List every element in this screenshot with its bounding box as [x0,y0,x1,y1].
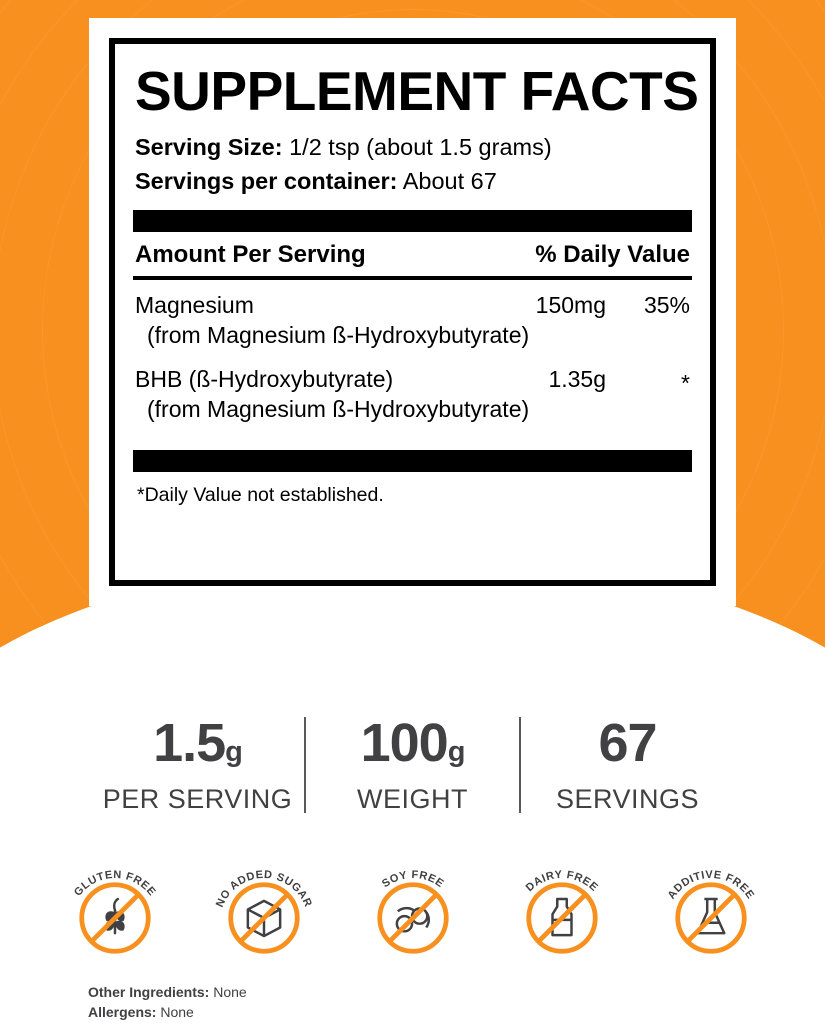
nutrient-daily-value: * [681,370,690,396]
serving-size-value: 1/2 tsp (about 1.5 grams) [289,134,552,160]
allergens-line [88,1002,247,1022]
certification-badges [0,856,825,966]
badge-label: NO ADDED SUGAR [213,868,314,910]
servings-per-container-label: Servings per container: [135,168,398,194]
sugar-cube-icon [226,880,302,956]
badge-additive-free [655,856,767,966]
soybean-icon [375,880,451,956]
other-ingredients-block [88,982,247,1022]
nutrient-name: Magnesium [135,292,254,318]
nutrient-amount: 150mg [535,292,606,318]
other-ingredients-line [88,982,247,1002]
servings-per-container-value: About 67 [402,168,497,194]
badge-dairy-free [506,856,618,966]
badge-label: ADDITIVE FREE [665,868,756,902]
servings-per-container-line [135,166,692,196]
stat-value: 100 [360,713,448,773]
supplement-facts-title: SUPPLEMENT FACTS [135,60,699,122]
badge-label: SOY FREE [379,868,446,891]
flask-icon [673,880,749,956]
stat-weight [306,714,519,815]
nutrient-daily-value: 35% [643,292,690,318]
serving-size-line [135,132,692,162]
stats-row [0,714,825,815]
stat-per-serving [91,714,304,815]
allergens-value: None [160,1004,194,1020]
other-ingredients-value: None [213,984,247,1000]
stat-value: 67 [598,713,657,773]
amount-per-serving-header: Amount Per Serving [135,241,366,268]
stat-number [91,714,304,781]
stat-number [306,714,519,781]
stat-label: SERVINGS [555,784,700,814]
daily-value-header: % Daily Value [535,241,690,268]
stat-label: PER SERVING [102,784,293,814]
nutrient-name: BHB (ß-Hydroxybutyrate) [135,366,394,392]
badge-gluten-free [59,856,171,966]
thick-separator-bottom [133,450,692,472]
stat-unit: g [225,736,242,768]
wheat-icon [77,880,153,956]
badge-label: GLUTEN FREE [71,868,158,899]
stat-number [521,714,734,781]
nutrient-row [133,280,692,354]
stat-servings [521,714,734,815]
other-ingredients-label: Other Ingredients: [88,984,210,1000]
badge-label: DAIRY FREE [523,868,600,895]
serving-size-label: Serving Size: [135,134,283,160]
daily-value-footnote: *Daily Value not established. [137,484,384,506]
badge-no-added-sugar [208,856,320,966]
badge-soy-free [357,856,469,966]
nutrient-amount: 1.35g [548,366,606,392]
stat-label: WEIGHT [357,784,468,814]
facts-column-headers [133,232,692,276]
stat-unit: g [447,736,465,768]
supplement-facts-panel [89,18,736,606]
thick-separator-top [133,210,692,232]
supplement-facts-border [109,38,716,586]
stat-value: 1.5 [153,713,226,773]
allergens-label: Allergens: [88,1004,157,1020]
nutrient-row [133,354,692,428]
milk-bottle-icon [524,880,600,956]
nutrient-source: (from Magnesium ß-Hydroxybutyrate) [147,396,530,422]
nutrient-source: (from Magnesium ß-Hydroxybutyrate) [147,322,530,348]
